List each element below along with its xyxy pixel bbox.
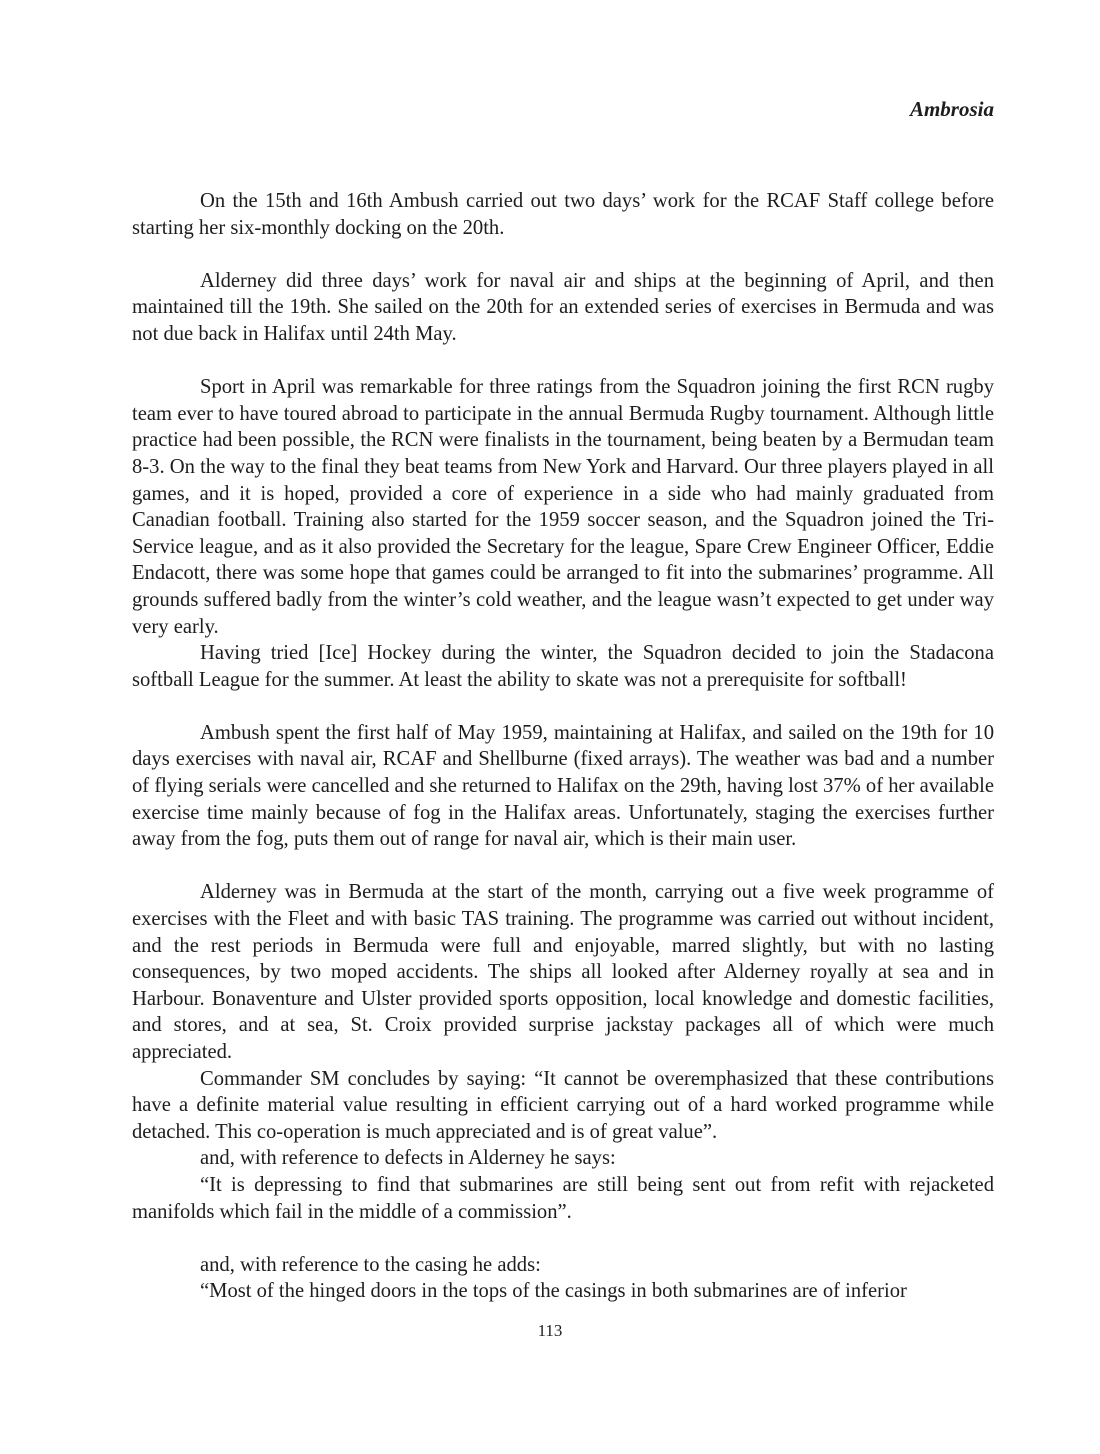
paragraph-softball: Having tried [Ice] Hockey during the winter, the Squadron decided to join the Stadacona softball League for the summer. At least the ability to skate was not a prerequisite for softball! [132, 642, 994, 691]
document-body [132, 188, 994, 1305]
paragraph-commander-quote: Commander SM concludes by saying: “It cannot be overemphasized that these contributions have a definite material value resulting in efficient carrying out of a hard worked programme while detached. This co-operation is much appreciated and is of great value”. [132, 1067, 994, 1143]
paragraph-ambush-docking: On the 15th and 16th Ambush carried out two days’ work for the RCAF Staff college before starting her six-monthly docking on the 20th. [132, 190, 994, 239]
paragraph-defects-intro: and, with reference to defects in Alderney he says: [200, 1147, 616, 1170]
page-number: 113 [537, 1321, 563, 1340]
paragraph-casing-quote: “Most of the hinged doors in the tops of the casings in both submarines are of inferior [200, 1280, 907, 1303]
paragraph-alderney-bermuda: Alderney was in Bermuda at the start of the month, carrying out a five week programme of exercises with the Fleet and with basic TAS training. The programme was carried out without incident, and the rest periods in Bermuda were full and enjoyable, marred slightly, but with no lasting consequences, by two moped accidents. The ships all looked after Alderney royally at sea and in Harbour. Bonaventure and Ulster provided sports opposition, local knowledge and domestic facilities, and stores, and at sea, St. Croix provided surprise jackstay packages all of which were much appreciated. [132, 881, 994, 1063]
paragraph-defects-quote: “It is depressing to find that submarines are still being sent out from refit with rejacketed manifolds which fail in the middle of a commission”. [132, 1173, 994, 1223]
paragraph-sport-april: Sport in April was remarkable for three ratings from the Squadron joining the first RCN rugby team ever to have toured abroad to participate in the annual Bermuda Rugby tournament. Although little practice had been possible, the RCN were finalists in the tournament, being beaten by a Bermudan team 8-3. On the way to the final they beat teams from New York and Harvard. Our three players played in all games, and it is hoped, provided a core of experience in a side who had mainly graduated from Canadian football. Training also started for the 1959 soccer season, and the Squadron joined the Tri-Service league, and as it also provided the Secretary for the league, Spare Crew Engineer Officer, Eddie Endacott, there was some hope that games could be arranged to fit into the submarines’ programme. All grounds suffered badly from the winter’s cold weather, and the league wasn’t expected to get under way very early. [132, 376, 994, 638]
paragraph-alderney-april: Alderney did three days’ work for naval air and ships at the beginning of April, and then maintained till the 19th. She sailed on the 20th for an extended series of exercises in Bermuda and was not due back in Halifax until 24th May. [132, 269, 994, 345]
paragraph-ambush-may: Ambush spent the first half of May 1959, maintaining at Halifax, and sailed on the 19th for 10 days exercises with naval air, RCAF and Shellburne (fixed arrays). The weather was bad and a number of flying serials were cancelled and she returned to Halifax on the 29th, having lost 37% of her available exercise time mainly because of fog in the Halifax areas. Unfortunately, staging the exercises further away from the fog, puts them out of range for naval air, which is their main user. [132, 721, 994, 851]
running-header-title: Ambrosia [909, 97, 994, 121]
paragraph-casing-intro: and, with reference to the casing he adds: [200, 1253, 541, 1276]
